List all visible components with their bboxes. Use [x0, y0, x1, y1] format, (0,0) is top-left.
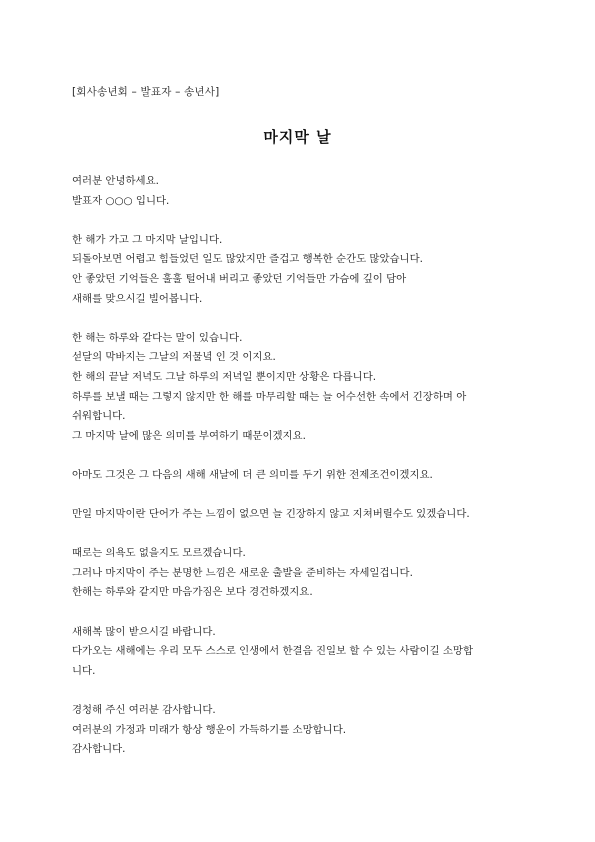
text-line: 새해를 맞으시길 빌어봅니다. — [72, 292, 203, 305]
document-header: [회사송년회 – 발표자 – 송년사] — [72, 86, 220, 98]
text-line: 한 해의 끝날 저녁도 그날 하루의 저녁일 뿐이지만 상황은 다릅니다. — [72, 370, 377, 383]
paragraph — [72, 505, 534, 525]
paragraph — [72, 172, 534, 211]
paragraph — [72, 701, 534, 760]
document-title: 마지막 날 — [263, 128, 332, 146]
text-line: 경청해 주신 여러분 감사합니다. — [72, 704, 216, 717]
text-line: 감사합니다. — [72, 743, 126, 756]
text-line: 되돌아보면 어렵고 힘들었던 일도 많았지만 즐겁고 행복한 순간도 많았습니다. — [72, 253, 423, 266]
text-line: 발표자 ○○○ 입니다. — [72, 194, 170, 207]
text-line: 그 마지막 날에 많은 의미를 부여하기 때문이겠지요. — [72, 429, 306, 442]
text-line: 니다. — [72, 664, 96, 677]
text-line: 새해복 많이 받으시길 바랍니다. — [72, 625, 216, 638]
text-line: 여러분의 가정과 미래가 항상 행운이 가득하기를 소망합니다. — [72, 723, 347, 736]
text-line: 아마도 그것은 그 다음의 새해 새날에 더 큰 의미를 두기 위한 전제조건이겠지요. — [72, 468, 433, 481]
text-line: 섣달의 막바지는 그날의 저물녘 인 것 이지요. — [72, 351, 276, 364]
text-line: 한 해는 하루와 같다는 말이 있습니다. — [72, 331, 243, 344]
text-line: 때로는 의욕도 없을지도 모르겠습니다. — [72, 547, 246, 560]
text-line: 하루를 보낼 때는 그렇지 않지만 한 해를 마무리할 때는 늘 어수선한 속에서 긴장하며 아 — [72, 390, 467, 403]
paragraph — [72, 466, 534, 486]
paragraph — [72, 231, 534, 309]
text-line: 그러나 마지막이 주는 분명한 느낌은 새로운 출발을 준비하는 자세일겁니다. — [72, 566, 413, 579]
text-line: 여러분 안녕하세요. — [72, 175, 159, 187]
text-line: 쉬워합니다. — [72, 410, 126, 423]
paragraph — [72, 623, 534, 682]
text-line: 한해는 하루와 같지만 마음가짐은 보다 경건하겠지요. — [72, 586, 313, 599]
paragraph — [72, 329, 534, 447]
paragraph — [72, 544, 534, 603]
text-line: 안 좋았던 기억들은 훌훌 털어내 버리고 좋았던 기억들만 가슴에 깊이 담아 — [72, 272, 407, 285]
text-line: 만일 마지막이란 단어가 주는 느낌이 없으면 늘 긴장하지 않고 지쳐버릴수도 있겠습니다. — [72, 508, 470, 521]
document-body — [72, 172, 534, 779]
text-line: 한 해가 가고 그 마지막 날입니다. — [72, 233, 223, 246]
text-line: 다가오는 새해에는 우리 모두 스스로 인생에서 한결음 진일보 할 수 있는 사람이길 소망합 — [72, 645, 473, 658]
